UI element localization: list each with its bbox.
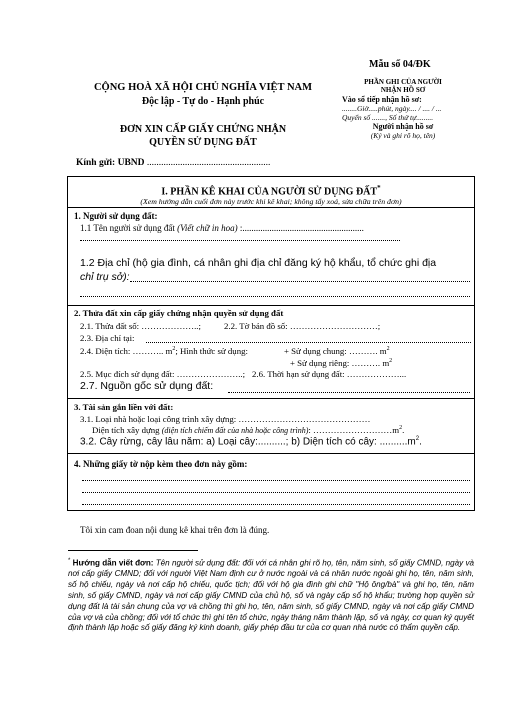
building-area-row: Diện tích xây dựng (diện tích chiếm đất của nhà hoặc công trình): $\dots\dots\dots\dots\dots\dots\dots\dots\dots m^2$. — [92, 425, 405, 435]
land-origin-label: 2.7. Nguồn gốc sử dụng đất: — [80, 380, 214, 392]
receipt-book-line: Quyển số ......., Số thứ tự......... — [342, 113, 434, 122]
footnote-divider — [68, 550, 198, 551]
land-origin-field[interactable] — [228, 392, 470, 393]
attachments-line-2[interactable] — [82, 492, 470, 493]
addressee-label: Kính gửi: UBND — [76, 158, 145, 168]
usage-form-label: ; Hình thức sử dụng: — [175, 346, 248, 356]
section-1 — [67, 207, 475, 306]
form-number: Mẫu số 04/ĐK — [369, 59, 431, 70]
owner-name-line[interactable] — [80, 240, 400, 241]
building-area-field[interactable]: : ………………………m — [308, 425, 400, 435]
owner-name-field[interactable]: :...................................................... — [239, 223, 364, 233]
private-use-field[interactable]: + Sử dụng riêng: ………. $m^2$ — [290, 358, 393, 368]
area-row — [80, 346, 248, 356]
owner-name-label: 1.1 Tên người sử dụng đất — [80, 223, 175, 233]
land-purpose-field[interactable]: 2.5. Mục đích sử dụng đất: …………………..; — [80, 369, 246, 379]
section-4-title: 4. Những giấy tờ nộp kèm theo đơn này gồm: — [74, 459, 248, 469]
receipt-sign-note: (Ký và ghi rõ họ, tên) — [370, 131, 436, 140]
address-line-2[interactable] — [80, 296, 470, 297]
section-i-header — [67, 176, 475, 207]
area-field[interactable]: 2.4. Diện tích: ……….. m — [80, 346, 173, 356]
map-sheet-field[interactable]: 2.2. Tờ bản đồ số: …………………………; — [224, 321, 381, 331]
area-unit-sup: 2 — [172, 346, 176, 353]
trees-row[interactable]: 3.2. Cây rừng, cây lâu năm: a) Loại cây:..........; b) Diện tích có cây: $..........m^2$. — [80, 436, 422, 448]
section-3-title: 3. Tài sản gắn liền với đất: — [74, 402, 174, 412]
land-term-field[interactable]: 2.6. Thời hạn sử dụng đất: ………………... — [252, 369, 407, 379]
address-field[interactable] — [130, 281, 470, 282]
section-i-subtitle: (Xem hướng dẫn cuối đơn này trước khi kê khai; không tẩy xoá, sửa chữa trên đơn) — [140, 197, 402, 207]
receipt-time-line: ........Giờ.....phút, ngày.... / .... / ... — [342, 104, 442, 113]
shared-unit-sup: 2 — [386, 346, 390, 353]
building-unit-sup: 2 — [399, 425, 403, 432]
footnote-label: Hướng dẫn viết đơn: — [72, 558, 154, 568]
attachments-line-1[interactable] — [82, 480, 470, 481]
section-2-title: 2. Thửa đất xin cấp giấy chứng nhận quyền sử dụng đất — [74, 308, 284, 318]
addressee — [76, 158, 270, 168]
receipt-box — [342, 78, 464, 158]
section-1-title: 1. Người sử dụng đất: — [74, 211, 158, 221]
receipt-title-2: NHẬN HỒ SƠ — [380, 86, 426, 94]
owner-name-row — [80, 223, 364, 233]
private-unit-sup: 2 — [389, 358, 393, 365]
footnote-text: Tên người sử dụng đất: đối với cá nhân ghi rõ họ, tên, năm sinh, số giấy CMND, ngày và nơi cấp giấy CMND; đối với người Việt Nam định cư ở nước ngoài và cá nhân nước ngoài ghi họ, tên, năm sinh, số hộ chiếu, ngày và nơi cấp hộ chiếu, quốc tịch; đối với hộ gia đình ghi chữ "Hộ ông/bà" và ghi họ, tên, năm sinh, số giấy CMND, ngày và nơi cấp giấy CMND của chủ hộ, số và ngày cấp sổ hộ khẩu; trường hợp quyền sử dụng đất là tài sản chung của vợ và chồng thì ghi họ, tên, năm sinh, số giấy CMND, ngày và nơi cấp giấy CMND của vợ và của chồng; đối với tổ chức thì ghi tên tổ chức, ngày tháng năm thành lập, số và ngày, cơ quan ký quyết định thành lập hoặc số giấy đăng ký kinh doanh, giấy phép đầu tư của cơ quan nhà nước có thẩm quyền cấp. — [68, 558, 474, 633]
footnote-note-marker: * — [68, 558, 71, 564]
building-area-label: Diện tích xây dựng — [92, 425, 160, 435]
country-name: CỘNG HOÀ XÃ HỘI CHỦ NGHĨA VIỆT NAM — [93, 82, 313, 93]
trees-unit-sup: 2 — [415, 436, 420, 442]
receipt-register-label: Vào sổ tiếp nhận hồ sơ: — [342, 95, 422, 104]
shared-use-field[interactable]: + Sử dụng chung: ………. $m^2$ — [284, 346, 390, 356]
parcel-number-field[interactable]: 2.1. Thửa đất số: ………………..; — [80, 321, 201, 331]
footnote-marker: * — [377, 184, 381, 192]
address-label: 1.2 Địa chỉ (hộ gia đình, cá nhân ghi địa chỉ đăng ký hộ khẩu, tổ chức ghi địa chỉ trụ sở): — [80, 257, 437, 283]
building-area-note: (diện tích chiếm đất của nhà hoặc công trình) — [161, 426, 309, 435]
owner-name-note: (Viết chữ in hoa) — [177, 223, 238, 233]
parcel-address-label: 2.3. Địa chỉ tại: — [80, 333, 135, 343]
receipt-title-1: PHẦN GHI CỦA NGƯỜI — [364, 78, 442, 86]
attachments-line-3[interactable] — [82, 504, 470, 505]
national-motto: Độc lập - Tự do - Hạnh phúc — [141, 96, 265, 107]
form-title-1: ĐƠN XIN CẤP GIẤY CHỨNG NHẬN — [119, 124, 287, 135]
section-3 — [67, 398, 475, 454]
section-i-title: I. PHẦN KÊ KHAI CỦA NGƯỜI SỬ DỤNG ĐẤT* — [161, 184, 381, 198]
commitment-text: Tôi xin cam đoan nội dung kê khai trên đơn là đúng. — [80, 525, 270, 535]
footnote — [68, 556, 474, 634]
building-type-field[interactable]: 3.1. Loại nhà hoặc loại công trình xây dựng: ……………………………………… — [80, 414, 371, 424]
parcel-address-field[interactable] — [146, 342, 471, 343]
section-2 — [67, 305, 475, 399]
addressee-field[interactable]: .................................................... — [146, 158, 271, 168]
form-title-2: QUYỀN SỬ DỤNG ĐẤT — [149, 137, 257, 148]
receipt-receiver-label: Người nhận hồ sơ — [372, 122, 434, 131]
section-4 — [67, 453, 475, 511]
